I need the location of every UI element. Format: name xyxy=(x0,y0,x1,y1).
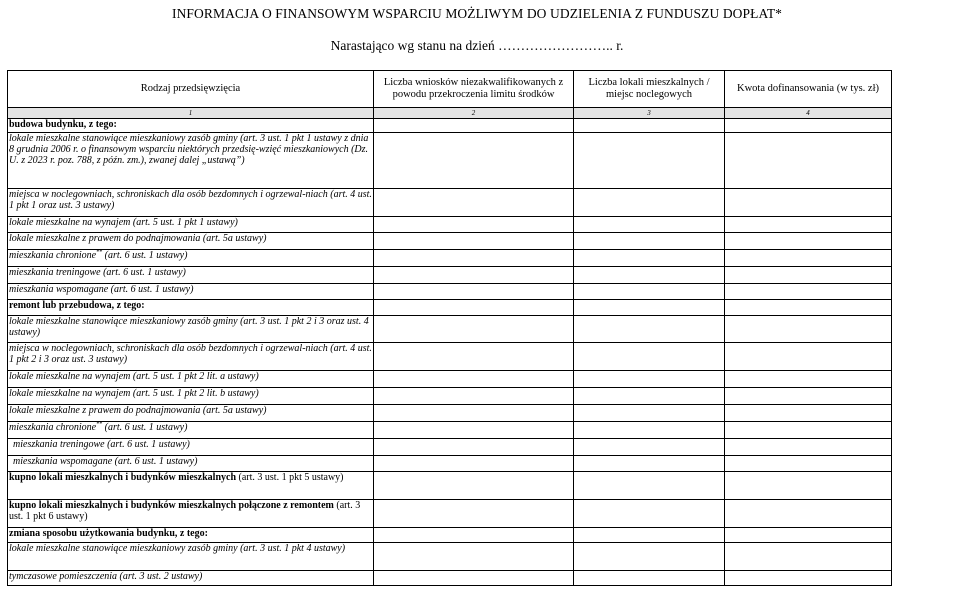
funding-amount-cell[interactable] xyxy=(725,422,892,439)
table-row xyxy=(8,500,892,528)
row-label: mieszkania wspomagane (art. 6 ust. 1 ustawy) xyxy=(8,456,374,472)
table-row xyxy=(8,189,892,217)
row-label-text: (art. 6 ust. 1 ustawy) xyxy=(102,422,188,433)
units-count-cell[interactable] xyxy=(574,371,725,388)
section-label: budowa budynku, z tego: xyxy=(8,119,374,133)
row-label: lokale mieszkalne na wynajem (art. 5 ust. 1 pkt 1 ustawy) xyxy=(8,217,374,233)
funding-amount-cell[interactable] xyxy=(725,528,892,543)
column-number: 3 xyxy=(574,108,725,119)
rejected-applications-cell[interactable] xyxy=(374,250,574,267)
rejected-applications-cell[interactable] xyxy=(374,233,574,250)
table-row xyxy=(8,284,892,300)
document-title: INFORMACJA O FINANSOWYM WSPARCIU MOŻLIWYM DO UDZIELENIA Z FUNDUSZU DOPŁAT* xyxy=(171,6,783,21)
report-date-line: Narastająco wg stanu na dzień …………………….. r. xyxy=(330,38,624,53)
funding-amount-cell[interactable] xyxy=(725,189,892,217)
rejected-applications-cell[interactable] xyxy=(374,343,574,371)
funding-amount-cell[interactable] xyxy=(725,456,892,472)
table-row xyxy=(8,267,892,284)
column-number: 2 xyxy=(374,108,574,119)
rejected-applications-cell[interactable] xyxy=(374,300,574,316)
units-count-cell[interactable] xyxy=(574,250,725,267)
units-count-cell[interactable] xyxy=(574,316,725,343)
section-label: remont lub przebudowa, z tego: xyxy=(8,300,374,316)
rejected-applications-cell[interactable] xyxy=(374,439,574,456)
funding-amount-cell[interactable] xyxy=(725,571,892,586)
support-table xyxy=(7,70,892,586)
header-rejected-applications: Liczba wniosków niezakwalifikowanych z powodu przekroczenia limitu środków xyxy=(374,71,574,108)
row-label-text: mieszkania chronione xyxy=(9,422,97,433)
units-count-cell[interactable] xyxy=(574,571,725,586)
row-label: lokale mieszkalne na wynajem (art. 5 ust. 1 pkt 2 lit. a ustawy) xyxy=(8,371,374,388)
row-label: lokale mieszkalne stanowiące mieszkaniowy zasób gminy (art. 3 ust. 1 pkt 2 i 3 oraz ust. 4 ustawy) xyxy=(8,316,374,343)
header-project-type: Rodzaj przedsięwzięcia xyxy=(8,71,374,108)
row-label-text: mieszkania chronione xyxy=(9,250,97,261)
funding-amount-cell[interactable] xyxy=(725,543,892,571)
footnote-marker: ** xyxy=(96,249,103,256)
header-funding-amount: Kwota dofinansowania (w tys. zł) xyxy=(725,71,892,108)
units-count-cell[interactable] xyxy=(574,472,725,500)
row-label-text: (art. 6 ust. 1 ustawy) xyxy=(102,250,188,261)
header-row xyxy=(8,71,892,108)
units-count-cell[interactable] xyxy=(574,500,725,528)
row-label xyxy=(8,500,374,528)
funding-amount-cell[interactable] xyxy=(725,439,892,456)
rejected-applications-cell[interactable] xyxy=(374,267,574,284)
rejected-applications-cell[interactable] xyxy=(374,119,574,133)
rejected-applications-cell[interactable] xyxy=(374,472,574,500)
header-units-count: Liczba lokali mieszkalnych / miejsc noclegowych xyxy=(574,71,725,108)
units-count-cell[interactable] xyxy=(574,343,725,371)
units-count-cell[interactable] xyxy=(574,300,725,316)
rejected-applications-cell[interactable] xyxy=(374,388,574,405)
row-label-text: kupno lokali mieszkalnych i budynków mieszkalnych xyxy=(9,472,237,483)
funding-amount-cell[interactable] xyxy=(725,388,892,405)
table-row xyxy=(8,300,892,316)
table-row xyxy=(8,388,892,405)
table-row xyxy=(8,217,892,233)
table-row xyxy=(8,119,892,133)
funding-amount-cell[interactable] xyxy=(725,343,892,371)
funding-amount-cell[interactable] xyxy=(725,500,892,528)
table-row xyxy=(8,472,892,500)
units-count-cell[interactable] xyxy=(574,543,725,571)
table-row xyxy=(8,439,892,456)
row-label: lokale mieszkalne z prawem do podnajmowania (art. 5a ustawy) xyxy=(8,233,374,250)
column-number: 1 xyxy=(8,108,374,119)
units-count-cell[interactable] xyxy=(574,422,725,439)
section-label: zmiana sposobu użytkowania budynku, z tego: xyxy=(8,528,374,543)
rejected-applications-cell[interactable] xyxy=(374,405,574,422)
row-label xyxy=(8,250,374,267)
units-count-cell[interactable] xyxy=(574,528,725,543)
funding-amount-cell[interactable] xyxy=(725,133,892,189)
funding-amount-cell[interactable] xyxy=(725,284,892,300)
rejected-applications-cell[interactable] xyxy=(374,316,574,343)
funding-amount-cell[interactable] xyxy=(725,300,892,316)
funding-amount-cell[interactable] xyxy=(725,267,892,284)
units-count-cell[interactable] xyxy=(574,388,725,405)
table-row xyxy=(8,543,892,571)
table-row xyxy=(8,528,892,543)
row-label-text: (art. 3 ust. 1 pkt 5 ustawy) xyxy=(236,472,344,483)
table-row xyxy=(8,343,892,371)
table-row xyxy=(8,371,892,388)
row-label xyxy=(8,472,374,500)
row-label: lokale mieszkalne stanowiące mieszkaniowy zasób gminy (art. 3 ust. 1 pkt 4 ustawy) xyxy=(8,543,374,571)
table-row xyxy=(8,133,892,189)
funding-amount-cell[interactable] xyxy=(725,371,892,388)
table-row xyxy=(8,250,892,267)
row-label: lokale mieszkalne z prawem do podnajmowania (art. 5a ustawy) xyxy=(8,405,374,422)
rejected-applications-cell[interactable] xyxy=(374,371,574,388)
rejected-applications-cell[interactable] xyxy=(374,571,574,586)
rejected-applications-cell[interactable] xyxy=(374,217,574,233)
units-count-cell[interactable] xyxy=(574,267,725,284)
funding-amount-cell[interactable] xyxy=(725,217,892,233)
rejected-applications-cell[interactable] xyxy=(374,500,574,528)
column-number: 4 xyxy=(725,108,892,119)
units-count-cell[interactable] xyxy=(574,284,725,300)
row-label: miejsca w noclegowniach, schroniskach dla osób bezdomnych i ogrzewal-niach (art. 4 ust. 1 pkt 1 oraz ust. 3 ustawy) xyxy=(8,189,374,217)
table-row xyxy=(8,405,892,422)
funding-amount-cell[interactable] xyxy=(725,405,892,422)
rejected-applications-cell[interactable] xyxy=(374,528,574,543)
row-label: lokale mieszkalne stanowiące mieszkaniowy zasób gminy (art. 3 ust. 1 pkt 1 ustawy z dnia 8 grudnia 2006 r. o finansowym wsparciu niektórych przedsię-wzięć mieszkaniowych (Dz. U. z 2023 r. poz. 788, z późn. zm.), zwanej dalej „ustawą”) xyxy=(8,133,374,189)
units-count-cell[interactable] xyxy=(574,133,725,189)
row-label: mieszkania treningowe (art. 6 ust. 1 ustawy) xyxy=(8,439,374,456)
funding-amount-cell[interactable] xyxy=(725,250,892,267)
table-row xyxy=(8,233,892,250)
units-count-cell[interactable] xyxy=(574,456,725,472)
units-count-cell[interactable] xyxy=(574,405,725,422)
row-label-text: (art. 3 ust. 1 pkt 6 ustawy) xyxy=(9,500,361,523)
funding-amount-cell[interactable] xyxy=(725,119,892,133)
funding-amount-cell[interactable] xyxy=(725,233,892,250)
funding-amount-cell[interactable] xyxy=(725,316,892,343)
row-label-text: kupno lokali mieszkalnych i budynków mieszkalnych połączone z remontem xyxy=(9,500,334,511)
table-row xyxy=(8,571,892,586)
rejected-applications-cell[interactable] xyxy=(374,456,574,472)
units-count-cell[interactable] xyxy=(574,233,725,250)
row-label xyxy=(8,422,374,439)
row-label: mieszkania treningowe (art. 6 ust. 1 ustawy) xyxy=(8,267,374,284)
row-label: lokale mieszkalne na wynajem (art. 5 ust. 1 pkt 2 lit. b ustawy) xyxy=(8,388,374,405)
row-label: mieszkania wspomagane (art. 6 ust. 1 ustawy) xyxy=(8,284,374,300)
rejected-applications-cell[interactable] xyxy=(374,422,574,439)
units-count-cell[interactable] xyxy=(574,189,725,217)
table-row xyxy=(8,422,892,439)
row-label: tymczasowe pomieszczenia (art. 3 ust. 2 ustawy) xyxy=(8,571,374,586)
rejected-applications-cell[interactable] xyxy=(374,133,574,189)
row-label: miejsca w noclegowniach, schroniskach dla osób bezdomnych i ogrzewal-niach (art. 4 ust. 1 pkt 2 i 3 oraz ust. 3 ustawy) xyxy=(8,343,374,371)
funding-amount-cell[interactable] xyxy=(725,472,892,500)
column-number-row xyxy=(8,108,892,119)
table-row xyxy=(8,316,892,343)
rejected-applications-cell[interactable] xyxy=(374,543,574,571)
table-row xyxy=(8,456,892,472)
units-count-cell[interactable] xyxy=(574,439,725,456)
rejected-applications-cell[interactable] xyxy=(374,284,574,300)
footnote-marker: ** xyxy=(96,421,103,428)
rejected-applications-cell[interactable] xyxy=(374,189,574,217)
units-count-cell[interactable] xyxy=(574,119,725,133)
units-count-cell[interactable] xyxy=(574,217,725,233)
